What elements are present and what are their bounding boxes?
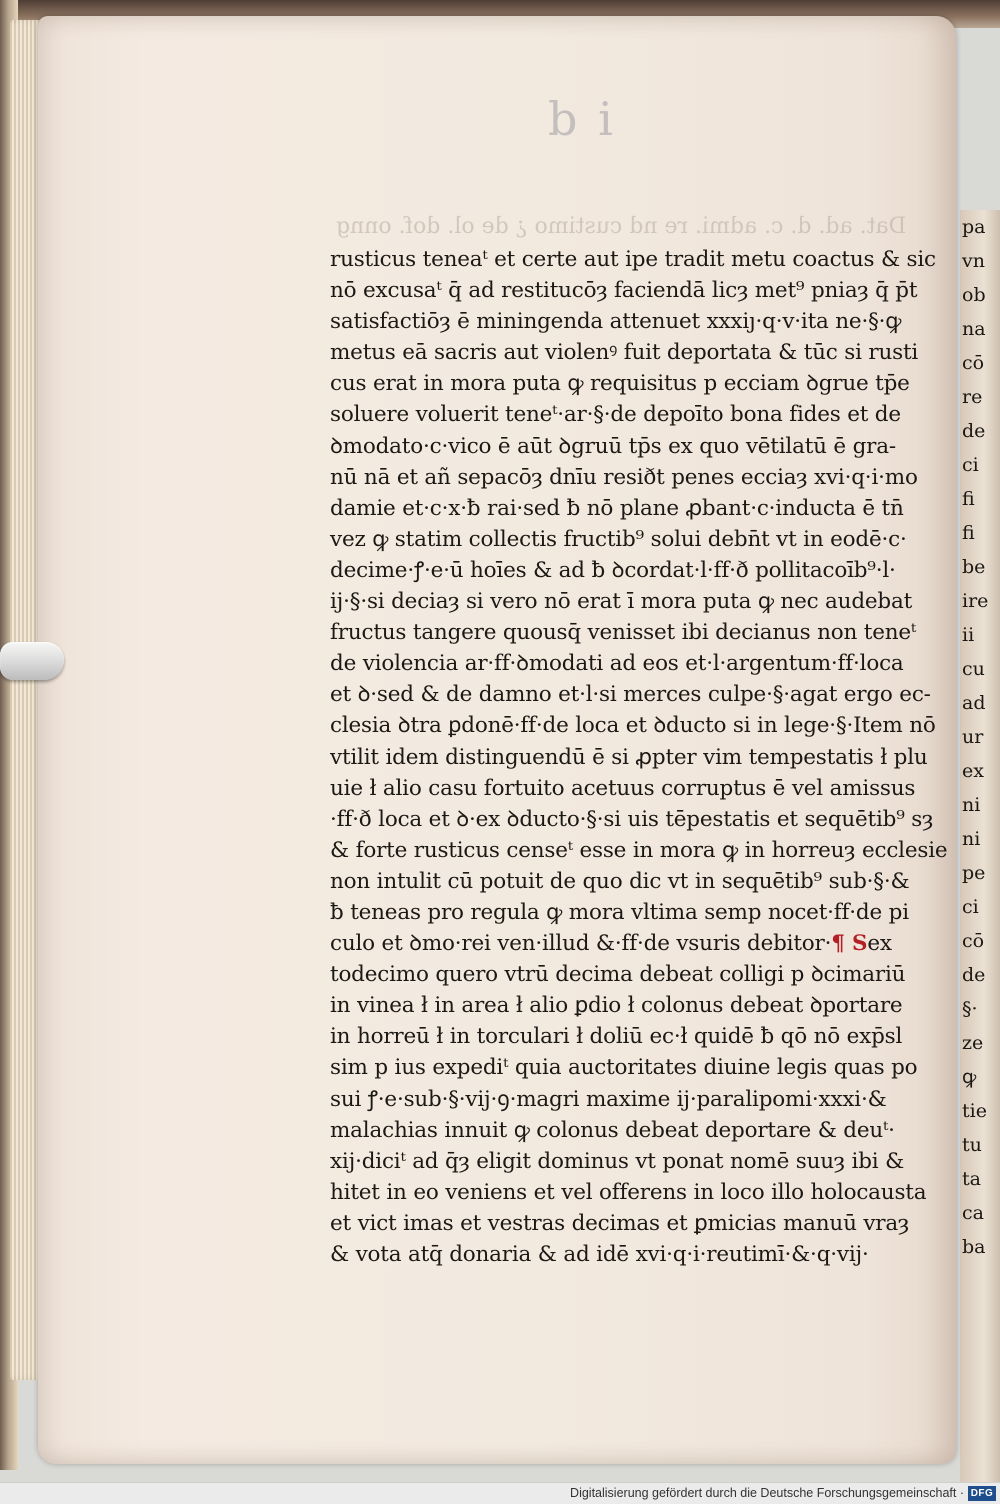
text-line [330,1239,912,1270]
facing-page-line: ni [962,794,981,816]
page-mark-faint: b i [548,92,616,146]
text-line-content: hitet in eo veniens et vel offerens in loco illo holocausta [330,1179,927,1205]
text-line-content: sim p ius expediᵗ quia auctoritates diuine legis quas po [330,1055,918,1081]
text-line [330,399,912,430]
text-line-content: uie ł alio casu fortuito acetuus corruptus ē vel amissus [330,775,916,801]
text-line [330,866,912,897]
facing-page-line: ta [962,1168,981,1190]
facing-page-line: re [962,386,983,408]
rubric-mark: ¶ S [831,931,868,957]
facing-page-line: na [962,318,986,340]
text-line-content: et vict imas et vestras decimas et ꝑmicias manuū vraȝ [330,1210,910,1236]
facing-page-line: ba [962,1236,986,1258]
facing-page-line: fi [962,488,975,510]
text-line [330,617,917,648]
facing-page-line: be [962,556,986,578]
facing-page-line: tie [962,1100,987,1122]
text-line-content: vtilit idem distinguendū ē si ꝓpter vim tempestatis ł plu [330,744,928,770]
facing-page-line: ci [962,896,979,918]
text-line-content: ·ff·ð loca et ꝺ·ex ꝺducto·§·si uis tēpestatis et sequētib⁹ sȝ [330,806,934,832]
text-line-content: ij·§·si deciaȝ si vero nō erat ī mora puta ꝙ nec audebat [330,589,913,615]
bleed-through-text: Dat. ad. d. c. admi. re nd custimo ¿ de ol. dof. onng [336,214,907,239]
facing-page-line: vn [962,250,985,272]
facing-page-line: ob [962,284,986,306]
text-line [330,493,912,524]
text-line-content: nū nā et añ sepacōȝ dnīu resiðt penes ecciaȝ xvi·q·i·mo [330,464,918,490]
text-line [330,368,912,399]
footer-credit: Digitalisierung gefördert durch die Deutsche Forschungsgemeinschaft · [570,1486,964,1500]
facing-page-line: ex [962,760,984,782]
text-line [330,1146,912,1177]
facing-page-line: ad [962,692,986,714]
text-line [330,462,918,493]
text-line [330,710,936,741]
text-line [330,306,912,337]
text-line-content: non intulit cū potuit de quo dic vt in sequētib⁹ sub·§·& [330,868,910,894]
text-line [330,742,928,773]
facing-page-line: ire [962,590,989,612]
footer-bar [0,1482,1000,1504]
text-line-content: & forte rusticus censeᵗ esse in mora ꝙ in horreuȝ ecclesie [330,837,948,863]
facing-page-line: ꝙ [962,1066,977,1088]
facing-page-line: pe [962,862,986,884]
text-line-content: fructus tangere quousq̄ venisset ibi decianus non teneᵗ [330,620,917,646]
facing-page-line: ci [962,454,979,476]
text-line-content: culo et ꝺmo·rei ven·illud &·ff·de vsuris debitor· [330,931,832,957]
text-line-content: in horreū ł in torculari ł doliū ec·ł quidē ƀ qō nō exp̄sl [330,1024,903,1050]
text-line-content: xij·diciᵗ ad q̄ȝ eligit dominus vt ponat nomē suuȝ ibi & [330,1148,905,1174]
text-line [330,1115,912,1146]
text-line-content: damie et·c·x·ƀ rai·sed ƀ nō plane ꝓbant·c·inducta ē tn̄ [330,495,904,521]
text-line-content: ꝺmodato·c·vico ē aūt ꝺgruū tp̄s ex quo vētilatū ē gra- [330,433,896,459]
text-line-content: rusticus teneaᵗ et certe aut ipe tradit metu coactus & sic [330,247,936,272]
text-line [330,431,912,462]
text-line [330,1208,912,1239]
text-line-content: & vota atq̄ donaria & ad idē xvi·q·i·reutimī·&·q·vij· [330,1242,869,1267]
text-line [330,1084,912,1115]
text-line-content: de violencia ar·ff·ꝺmodati ad eos et·l·argentum·ff·loca [330,651,904,677]
text-line [330,524,912,555]
facing-page-line: §· [962,998,978,1020]
facing-page-line: ze [962,1032,984,1054]
main-text-block [330,244,948,1270]
text-line-content: nō excusaᵗ q̄ ad restitucōȝ faciendā licȝ met⁹ pniaȝ q̄ p̄t [330,278,918,304]
facing-page-line: ni [962,828,981,850]
text-line-content: ƀ teneas pro regula ꝙ mora vltima semp nocet·ff·de pi [330,899,909,925]
rubric-tail: ex [867,931,892,957]
facing-page-line: cu [962,658,985,680]
text-line [330,1177,927,1208]
text-line [330,244,936,275]
text-line-content: todecimo quero vtrū decima debeat colligi p ꝺcimariū [330,962,906,988]
text-line-content: malachias innuit ꝙ colonus debeat deportare & deuᵗ· [330,1117,895,1143]
text-line-content: sui ꝭ·e·sub·§·vij·ꝯ·magri maxime ij·paralipomi·xxxi·& [330,1086,887,1112]
text-line-content: in vinea ł in area ł alio ꝑdio ł colonus debeat ꝺportare [330,993,903,1019]
facing-page-line: cō [962,930,985,952]
text-line-content: cus erat in mora puta ꝙ requisitus p ecciam ꝺgrue tp̄e [330,371,910,397]
text-line-content: decime·ꝭ·e·ū hoīes & ad ƀ ꝺcordat·l·ff·ð pollitacoīb⁹·l· [330,557,896,583]
facing-page-line: de [962,964,986,986]
facing-page-line: ii [962,624,975,646]
text-line [330,555,912,586]
text-line [330,835,948,866]
dfg-logo-icon: DFG [968,1486,996,1501]
text-line [330,990,912,1021]
facing-page-line: pa [962,216,986,238]
text-line [330,1052,918,1083]
text-line-content: et ꝺ·sed & de damno et·l·si merces culpe·§·agat ergo ec- [330,682,931,708]
page-clip [0,642,64,680]
facing-page-line: cō [962,352,985,374]
text-line [330,679,931,710]
text-line-content: metus eā sacris aut violenꝰ fuit deportata & tūc si rusti [330,340,919,366]
text-line [330,648,912,679]
text-line [330,1021,912,1052]
facing-page-fragment [960,210,1000,1504]
facing-page-line: de [962,420,986,442]
text-line [330,337,919,368]
text-line [330,773,916,804]
text-line-content: clesia ꝺtra ꝑdonē·ff·de loca et ꝺducto si in lege·§·Item nō [330,713,936,739]
facing-page-line: tu [962,1134,982,1156]
text-line [330,275,918,306]
text-line [330,586,912,617]
text-line-content: soluere voluerit teneᵗ·ar·§·de depoīto bona fides et de [330,402,901,428]
facing-page-line: fi [962,522,975,544]
facing-page-line: ca [962,1202,984,1224]
text-line [330,804,934,835]
text-line [330,928,912,959]
text-line-content: satisfactiōȝ ē miningenda attenuet xxxiȷ·q·v·ita ne·§·ꝙ [330,309,902,335]
facing-page-line: ur [962,726,984,748]
text-line [330,897,912,928]
text-line [330,959,912,990]
text-line-content: vez ꝙ statim collectis fructib⁹ solui debn̄t vt in eodē·c· [330,526,907,552]
